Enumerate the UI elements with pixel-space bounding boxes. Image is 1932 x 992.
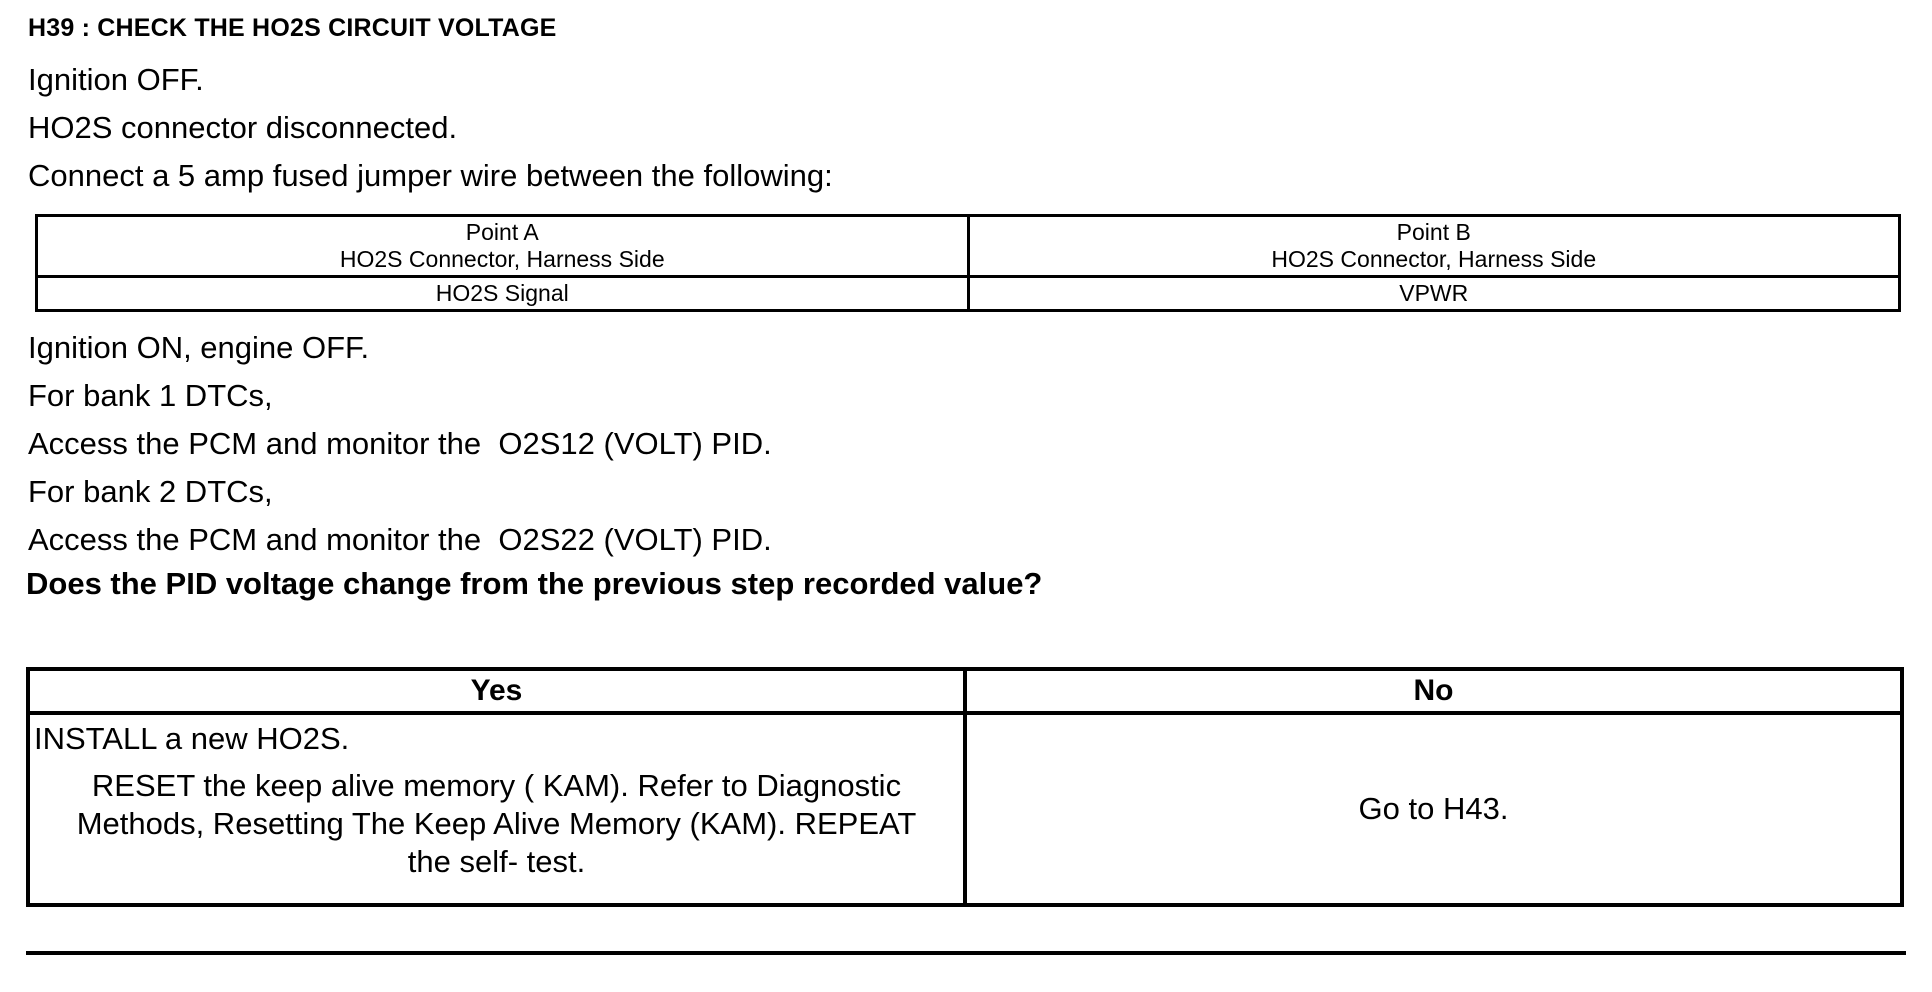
instruction-ignition-on: Ignition ON, engine OFF.: [28, 330, 370, 365]
instruction-bank1: For bank 1 DTCs,: [28, 378, 273, 413]
result-table: [26, 667, 1904, 907]
jumper-table-row: [37, 277, 1900, 311]
result-table-header-row: [28, 669, 1902, 713]
instruction-monitor-o2s22: Access the PCM and monitor the O2S22 (VOLT) PID.: [28, 522, 772, 557]
jumper-table: [35, 214, 1901, 312]
instruction-ignition-off: Ignition OFF.: [28, 62, 204, 97]
yes-action-cell: [28, 713, 965, 905]
point-a-header-cell: [37, 216, 969, 277]
bottom-rule: [26, 951, 1906, 955]
point-a-subheader: HO2S Connector, Harness Side: [339, 246, 665, 272]
yes-action-reset-line3: the self- test.: [407, 844, 586, 879]
instruction-bank2: For bank 2 DTCs,: [28, 474, 273, 509]
instruction-monitor-o2s12: Access the PCM and monitor the O2S12 (VOLT) PID.: [28, 426, 772, 461]
step-question: Does the PID voltage change from the previous step recorded value?: [26, 566, 1043, 601]
point-a-header: Point A: [465, 219, 539, 245]
instruction-connect-jumper: Connect a 5 amp fused jumper wire between the following:: [28, 158, 833, 193]
result-table-row: [28, 713, 1902, 905]
yes-action-reset-line2: Methods, Resetting The Keep Alive Memory (KAM). REPEAT: [76, 806, 917, 841]
yes-header: Yes: [28, 669, 965, 713]
point-b-header-cell: [968, 216, 1900, 277]
point-b-header: Point B: [1396, 219, 1471, 245]
no-action-cell: [965, 713, 1902, 905]
instruction-connector-disconnected: HO2S connector disconnected.: [28, 110, 458, 145]
point-b-subheader: HO2S Connector, Harness Side: [1271, 246, 1597, 272]
point-a-value: HO2S Signal: [37, 277, 969, 311]
point-b-value: VPWR: [968, 277, 1900, 311]
no-action: Go to H43.: [1358, 791, 1509, 826]
no-header: No: [965, 669, 1902, 713]
yes-action-install: INSTALL a new HO2S.: [34, 721, 350, 756]
yes-action-reset-line1: RESET the keep alive memory ( KAM). Refer to Diagnostic: [91, 768, 902, 803]
yes-action-reset: [30, 757, 963, 903]
step-title: H39 : CHECK THE HO2S CIRCUIT VOLTAGE: [28, 14, 557, 42]
jumper-table-header-row: [37, 216, 1900, 277]
